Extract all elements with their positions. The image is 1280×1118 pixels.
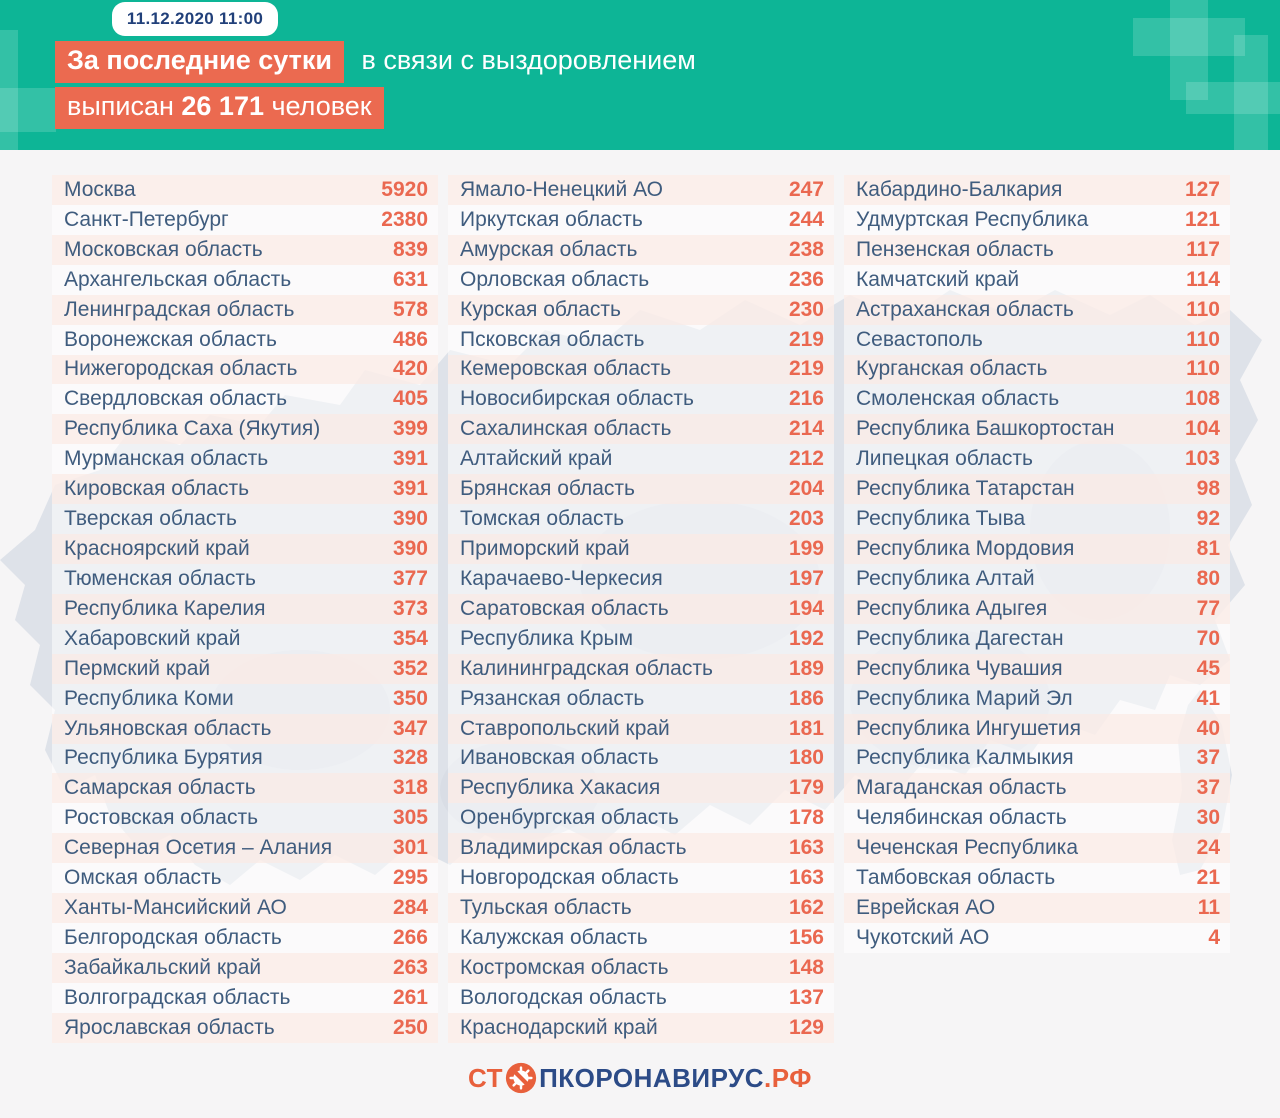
table-row bbox=[844, 235, 1230, 265]
discharged-prefix: выписан bbox=[67, 91, 182, 121]
region-column-3 bbox=[844, 175, 1230, 953]
region-value: 197 bbox=[788, 566, 824, 590]
region-name: Пермский край bbox=[64, 656, 211, 680]
table-row bbox=[844, 534, 1230, 564]
table-row bbox=[448, 175, 834, 205]
region-value: 179 bbox=[788, 776, 824, 800]
table-row bbox=[52, 923, 438, 953]
region-value: 37 bbox=[1196, 746, 1220, 770]
region-name: Новосибирская область bbox=[460, 387, 694, 411]
region-name: Тверская область bbox=[64, 507, 237, 531]
table-row bbox=[52, 594, 438, 624]
table-row bbox=[844, 175, 1230, 205]
region-name: Республика Бурятия bbox=[64, 746, 263, 770]
region-value: 37 bbox=[1196, 776, 1220, 800]
region-value: 305 bbox=[392, 806, 428, 830]
logo-rf-suffix: .РФ bbox=[764, 1062, 812, 1093]
region-name: Саратовская область bbox=[460, 596, 669, 620]
table-row bbox=[448, 594, 834, 624]
table-row bbox=[448, 384, 834, 414]
region-value: 194 bbox=[788, 596, 824, 620]
region-name: Республика Дагестан bbox=[856, 626, 1064, 650]
table-row bbox=[52, 624, 438, 654]
table-row bbox=[52, 714, 438, 744]
region-value: 104 bbox=[1184, 417, 1220, 441]
region-name: Еврейская АО bbox=[856, 896, 996, 920]
region-name: Республика Татарстан bbox=[856, 477, 1075, 501]
region-value: 390 bbox=[392, 507, 428, 531]
table-row bbox=[844, 714, 1230, 744]
region-name: Тамбовская область bbox=[856, 866, 1056, 890]
table-row bbox=[844, 744, 1230, 774]
region-name: Иркутская область bbox=[460, 207, 643, 231]
region-name: Брянская область bbox=[460, 477, 635, 501]
region-name: Смоленская область bbox=[856, 387, 1060, 411]
region-value: 212 bbox=[788, 447, 824, 471]
region-value: 40 bbox=[1196, 716, 1220, 740]
table-row bbox=[844, 205, 1230, 235]
region-name: Пензенская область bbox=[856, 237, 1054, 261]
table-row bbox=[844, 594, 1230, 624]
region-value: 110 bbox=[1186, 327, 1220, 351]
table-row bbox=[52, 325, 438, 355]
table-row bbox=[52, 444, 438, 474]
table-row bbox=[448, 893, 834, 923]
region-name: Приморский край bbox=[460, 537, 630, 561]
region-name: Московская область bbox=[64, 237, 263, 261]
region-column-2 bbox=[448, 175, 834, 1043]
table-row bbox=[844, 923, 1230, 953]
region-column-1 bbox=[52, 175, 438, 1043]
region-value: 399 bbox=[392, 417, 428, 441]
region-name: Тульская область bbox=[460, 896, 632, 920]
region-name: Магаданская область bbox=[856, 776, 1067, 800]
region-name: Севастополь bbox=[856, 327, 983, 351]
region-name: Ярославская область bbox=[64, 1015, 275, 1039]
headline-rest: в связи с выздоровлением bbox=[353, 45, 696, 75]
region-value: 121 bbox=[1184, 207, 1220, 231]
region-value: 247 bbox=[788, 177, 824, 201]
region-name: Республика Адыгея bbox=[856, 596, 1048, 620]
region-value: 162 bbox=[788, 896, 824, 920]
table-row bbox=[52, 295, 438, 325]
header bbox=[0, 0, 1280, 150]
discharged-total: 26 171 bbox=[181, 91, 264, 121]
region-value: 352 bbox=[392, 656, 428, 680]
table-row bbox=[52, 474, 438, 504]
table-row bbox=[52, 654, 438, 684]
region-name: Сахалинская область bbox=[460, 417, 672, 441]
region-value: 70 bbox=[1196, 626, 1220, 650]
table-row bbox=[52, 893, 438, 923]
region-value: 103 bbox=[1184, 447, 1220, 471]
region-name: Республика Чувашия bbox=[856, 656, 1063, 680]
region-name: Республика Саха (Якутия) bbox=[64, 417, 321, 441]
region-value: 244 bbox=[788, 207, 824, 231]
region-name: Нижегородская область bbox=[64, 357, 298, 381]
region-value: 11 bbox=[1197, 896, 1220, 920]
table-row bbox=[52, 564, 438, 594]
table-row bbox=[448, 504, 834, 534]
logo-stop-prefix: СТ bbox=[468, 1062, 504, 1093]
region-value: 391 bbox=[392, 447, 428, 471]
table-row bbox=[52, 773, 438, 803]
region-value: 486 bbox=[392, 327, 428, 351]
region-name: Томская область bbox=[460, 507, 625, 531]
table-row bbox=[448, 474, 834, 504]
table-row bbox=[52, 414, 438, 444]
region-name: Амурская область bbox=[460, 237, 638, 261]
region-value: 284 bbox=[392, 896, 428, 920]
table-row bbox=[844, 863, 1230, 893]
region-name: Республика Алтай bbox=[856, 566, 1035, 590]
discharged-suffix: человек bbox=[263, 91, 372, 121]
region-name: Москва bbox=[64, 177, 136, 201]
table-row bbox=[448, 983, 834, 1013]
region-name: Красноярский край bbox=[64, 537, 250, 561]
region-value: 30 bbox=[1196, 806, 1220, 830]
region-value: 230 bbox=[788, 297, 824, 321]
region-name: Челябинская область bbox=[856, 806, 1067, 830]
region-name: Камчатский край bbox=[856, 267, 1020, 291]
region-name: Ставропольский край bbox=[460, 716, 670, 740]
region-value: 110 bbox=[1186, 297, 1220, 321]
region-name: Республика Калмыкия bbox=[856, 746, 1074, 770]
table-row bbox=[52, 863, 438, 893]
region-name: Республика Ингушетия bbox=[856, 716, 1082, 740]
region-value: 405 bbox=[392, 387, 428, 411]
table-row bbox=[448, 414, 834, 444]
table-row bbox=[52, 684, 438, 714]
region-value: 45 bbox=[1196, 656, 1220, 680]
region-value: 41 bbox=[1196, 686, 1220, 710]
table-row bbox=[52, 235, 438, 265]
region-name: Республика Хакасия bbox=[460, 776, 661, 800]
region-name: Забайкальский край bbox=[64, 955, 262, 979]
region-name: Санкт-Петербург bbox=[64, 207, 229, 231]
region-name: Псковская область bbox=[460, 327, 645, 351]
table-row bbox=[448, 295, 834, 325]
region-name: Оренбургская область bbox=[460, 806, 679, 830]
region-value: 377 bbox=[392, 566, 428, 590]
table-row bbox=[52, 265, 438, 295]
table-row bbox=[52, 355, 438, 385]
region-name: Рязанская область bbox=[460, 686, 645, 710]
region-name: Республика Башкортостан bbox=[856, 417, 1115, 441]
region-name: Новгородская область bbox=[460, 866, 679, 890]
region-name: Ульяновская область bbox=[64, 716, 272, 740]
table-row bbox=[52, 205, 438, 235]
region-value: 163 bbox=[788, 866, 824, 890]
table-row bbox=[448, 1013, 834, 1043]
region-name: Архангельская область bbox=[64, 267, 292, 291]
region-name: Ленинградская область bbox=[64, 297, 295, 321]
region-value: 108 bbox=[1184, 387, 1220, 411]
region-value: 5920 bbox=[381, 177, 428, 201]
region-value: 354 bbox=[392, 626, 428, 650]
region-name: Чеченская Республика bbox=[856, 836, 1078, 860]
region-name: Вологодская область bbox=[460, 985, 667, 1009]
region-value: 2380 bbox=[381, 207, 428, 231]
region-value: 839 bbox=[392, 237, 428, 261]
table-row bbox=[448, 863, 834, 893]
region-value: 214 bbox=[788, 417, 824, 441]
table-row bbox=[448, 803, 834, 833]
region-name: Омская область bbox=[64, 866, 222, 890]
table-row bbox=[844, 355, 1230, 385]
region-name: Республика Карелия bbox=[64, 596, 266, 620]
region-value: 81 bbox=[1196, 537, 1220, 561]
region-value: 219 bbox=[788, 327, 824, 351]
table-row bbox=[52, 175, 438, 205]
region-name: Липецкая область bbox=[856, 447, 1033, 471]
region-name: Ивановская область bbox=[460, 746, 659, 770]
table-row bbox=[448, 923, 834, 953]
region-name: Кировская область bbox=[64, 477, 250, 501]
region-name: Тюменская область bbox=[64, 566, 256, 590]
region-name: Чукотский АО bbox=[856, 926, 990, 949]
region-value: 236 bbox=[788, 267, 824, 291]
table-row bbox=[844, 504, 1230, 534]
footer-logo bbox=[0, 1058, 1280, 1098]
region-name: Карачаево-Черкесия bbox=[460, 566, 663, 590]
table-row bbox=[844, 833, 1230, 863]
region-value: 181 bbox=[788, 716, 824, 740]
region-name: Республика Тыва bbox=[856, 507, 1026, 531]
region-value: 216 bbox=[788, 387, 824, 411]
region-name: Кабардино-Балкария bbox=[856, 177, 1063, 201]
region-value: 203 bbox=[788, 507, 824, 531]
table-row bbox=[448, 564, 834, 594]
table-row bbox=[448, 534, 834, 564]
region-value: 250 bbox=[392, 1015, 428, 1039]
table-row bbox=[844, 773, 1230, 803]
table-row bbox=[844, 414, 1230, 444]
no-virus-icon bbox=[504, 1061, 538, 1095]
region-value: 373 bbox=[392, 596, 428, 620]
headline-line2 bbox=[55, 87, 384, 129]
region-name: Владимирская область bbox=[460, 836, 687, 860]
region-value: 77 bbox=[1196, 596, 1220, 620]
region-value: 199 bbox=[788, 537, 824, 561]
region-value: 98 bbox=[1196, 477, 1220, 501]
region-value: 578 bbox=[392, 297, 428, 321]
region-value: 219 bbox=[788, 357, 824, 381]
region-value: 189 bbox=[788, 656, 824, 680]
region-value: 163 bbox=[788, 836, 824, 860]
region-name: Республика Коми bbox=[64, 686, 234, 710]
region-name: Волгоградская область bbox=[64, 985, 291, 1009]
table-row bbox=[844, 474, 1230, 504]
region-value: 261 bbox=[392, 985, 428, 1009]
table-row bbox=[448, 444, 834, 474]
table-row bbox=[844, 444, 1230, 474]
region-name: Воронежская область bbox=[64, 327, 277, 351]
table-row bbox=[448, 953, 834, 983]
table-row bbox=[844, 803, 1230, 833]
region-value: 295 bbox=[392, 866, 428, 890]
table-row bbox=[448, 355, 834, 385]
region-name: Республика Марий Эл bbox=[856, 686, 1073, 710]
region-name: Ростовская область bbox=[64, 806, 259, 830]
region-name: Ханты-Мансийский АО bbox=[64, 896, 287, 920]
region-name: Калужская область bbox=[460, 926, 648, 949]
region-name: Самарская область bbox=[64, 776, 256, 800]
table-row bbox=[52, 953, 438, 983]
region-value: 192 bbox=[788, 626, 824, 650]
region-value: 178 bbox=[788, 806, 824, 830]
table-row bbox=[844, 564, 1230, 594]
region-value: 186 bbox=[788, 686, 824, 710]
table-row bbox=[844, 893, 1230, 923]
region-value: 117 bbox=[1186, 237, 1220, 261]
table-row bbox=[448, 684, 834, 714]
table-row bbox=[448, 714, 834, 744]
table-row bbox=[844, 624, 1230, 654]
region-value: 156 bbox=[788, 926, 824, 949]
table-row bbox=[448, 773, 834, 803]
table-row bbox=[844, 325, 1230, 355]
region-name: Краснодарский край bbox=[460, 1015, 658, 1039]
region-name: Костромская область bbox=[460, 955, 669, 979]
region-value: 204 bbox=[788, 477, 824, 501]
region-value: 24 bbox=[1196, 836, 1220, 860]
region-value: 92 bbox=[1196, 507, 1220, 531]
region-value: 114 bbox=[1186, 267, 1220, 291]
region-value: 110 bbox=[1186, 357, 1220, 381]
region-name: Курская область bbox=[460, 297, 621, 321]
region-name: Удмуртская Республика bbox=[856, 207, 1089, 231]
region-name: Кемеровская область bbox=[460, 357, 672, 381]
region-value: 266 bbox=[392, 926, 428, 949]
table-row bbox=[448, 833, 834, 863]
region-name: Мурманская область bbox=[64, 447, 269, 471]
region-name: Республика Мордовия bbox=[856, 537, 1075, 561]
region-name: Северная Осетия – Алания bbox=[64, 836, 333, 860]
region-value: 390 bbox=[392, 537, 428, 561]
date-badge bbox=[112, 2, 278, 36]
table-row bbox=[448, 205, 834, 235]
table-row bbox=[52, 1013, 438, 1043]
region-value: 350 bbox=[392, 686, 428, 710]
region-value: 129 bbox=[788, 1015, 824, 1039]
table-row bbox=[52, 833, 438, 863]
table-row bbox=[448, 265, 834, 295]
region-name: Республика Крым bbox=[460, 626, 634, 650]
region-value: 318 bbox=[392, 776, 428, 800]
table-row bbox=[52, 803, 438, 833]
region-name: Свердловская область bbox=[64, 387, 288, 411]
region-name: Орловская область bbox=[460, 267, 650, 291]
headline-highlight: За последние сутки bbox=[55, 41, 344, 83]
logo-koronavirus: ПКОРОНАВИРУС bbox=[539, 1062, 765, 1093]
table-row bbox=[448, 235, 834, 265]
table-row bbox=[844, 265, 1230, 295]
table-row bbox=[844, 384, 1230, 414]
table-row bbox=[844, 654, 1230, 684]
region-name: Астраханская область bbox=[856, 297, 1074, 321]
region-value: 180 bbox=[788, 746, 824, 770]
table-row bbox=[52, 983, 438, 1013]
region-value: 263 bbox=[392, 955, 428, 979]
region-name: Ямало-Ненецкий АО bbox=[460, 177, 663, 201]
table-row bbox=[448, 654, 834, 684]
region-name: Хабаровский край bbox=[64, 626, 241, 650]
region-value: 391 bbox=[392, 477, 428, 501]
table-row bbox=[448, 624, 834, 654]
region-value: 328 bbox=[392, 746, 428, 770]
region-value: 148 bbox=[788, 955, 824, 979]
table-row bbox=[448, 744, 834, 774]
table-row bbox=[844, 295, 1230, 325]
region-name: Алтайский край bbox=[460, 447, 613, 471]
region-value: 21 bbox=[1196, 866, 1220, 890]
region-value: 127 bbox=[1184, 177, 1220, 201]
region-value: 238 bbox=[788, 237, 824, 261]
region-value: 301 bbox=[392, 836, 428, 860]
table-row bbox=[448, 325, 834, 355]
table-row bbox=[844, 684, 1230, 714]
table-row bbox=[52, 744, 438, 774]
region-name: Белгородская область bbox=[64, 926, 282, 949]
region-value: 80 bbox=[1196, 566, 1220, 590]
table-row bbox=[52, 504, 438, 534]
region-name: Калининградская область bbox=[460, 656, 713, 680]
table-row bbox=[52, 384, 438, 414]
date-text: 11.12.2020 11:00 bbox=[126, 9, 264, 28]
region-value: 631 bbox=[392, 267, 428, 291]
region-value: 420 bbox=[392, 357, 428, 381]
table-row bbox=[52, 534, 438, 564]
region-value: 137 bbox=[788, 985, 824, 1009]
region-name: Курганская область bbox=[856, 357, 1048, 381]
region-value: 4 bbox=[1208, 926, 1220, 949]
headline-line1 bbox=[55, 41, 696, 83]
discharged-statement bbox=[55, 87, 384, 129]
region-value: 347 bbox=[392, 716, 428, 740]
